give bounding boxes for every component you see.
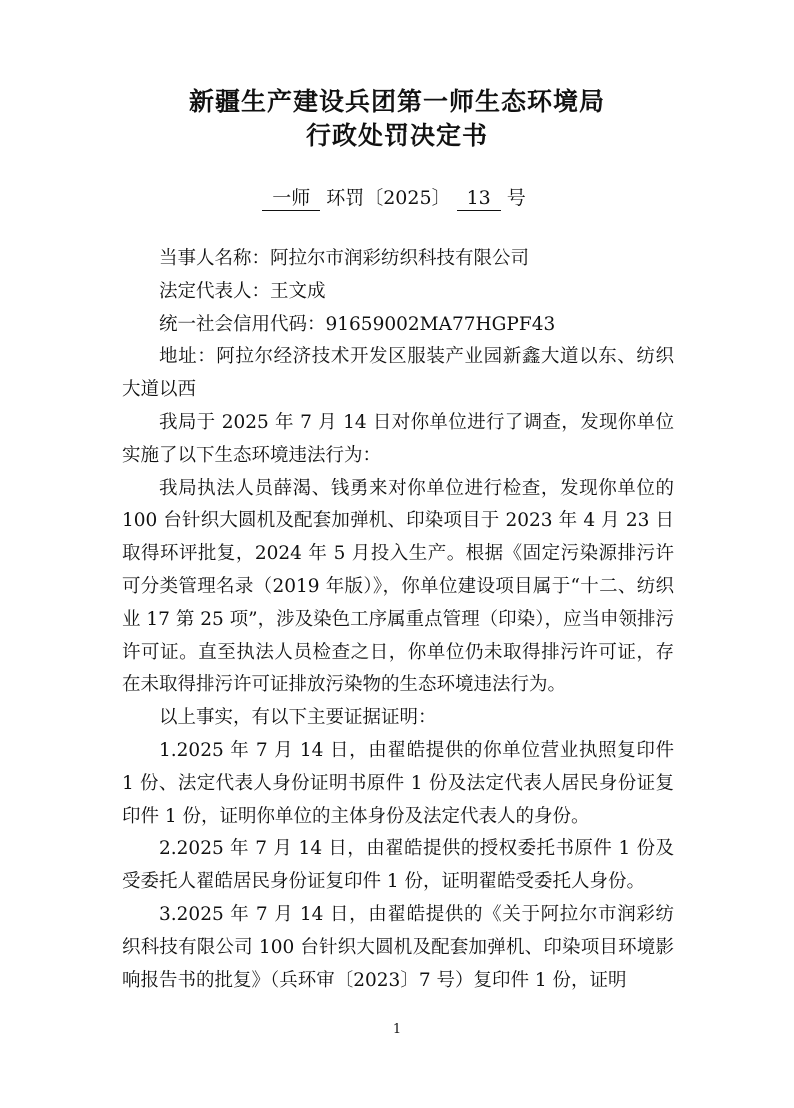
evidence-item-1: 1.2025 年 7 月 14 日，由翟皓提供的你单位营业执照复印件 1 份、法定代表人身份证明书原件 1 份及法定代表人居民身份证复印件 1 份，证明你单位的主体身份及法定代表人的身份。 — [122, 739, 674, 827]
doc-number-value: 13 — [457, 186, 501, 211]
document-title-line2: 行政处罚决定书 — [305, 121, 488, 150]
violation-facts-paragraph: 我局执法人员薛渴、钱勇来对你单位进行检查，发现你单位的 100 台针织大圆机及配套加弹机、印染项目于 2023 年 4 月 23 日取得环评批复，2024 年 5 月投入生产。根据《固定污染源排污许可分类管理名录（2019 年版）》，你单位建设项目属于“十二、纺织业 17 第 25 项”，涉及染色工序属重点管理（印染），应当申领排污许可证。直至执法人员检查之日，你单位仍未取得排污许可证，存在未取得排污许可证排放污染物的生态环境违法行为。 — [122, 477, 675, 696]
doc-number-suffix: 号 — [506, 187, 526, 209]
doc-number-org: 一师 — [262, 186, 320, 211]
document-title-line1: 新疆生产建设兵团第一师生态环境局 — [188, 87, 605, 116]
evidence-item-2: 2.2025 年 7 月 14 日，由翟皓提供的授权委托书原件 1 份及受委托人翟皓居民身份证复印件 1 份，证明翟皓受委托人身份。 — [122, 838, 674, 893]
legal-representative: 法定代表人：王文成 — [159, 280, 326, 302]
evidence-item-3: 3.2025 年 7 月 14 日，由翟皓提供的《关于阿拉尔市润彩纺织科技有限公司 100 台针织大圆机及配套加弹机、印染项目环境影响报告书的批复》（兵环审〔2023〕7 号）复印件 1 份，证明 — [122, 903, 674, 991]
document-number — [0, 183, 794, 211]
investigation-paragraph: 我局于 2025 年 7 月 14 日对你单位进行了调查，发现你单位实施了以下生态环境违法行为： — [122, 411, 674, 466]
doc-number-type: 环罚〔2025〕 — [326, 187, 451, 209]
document-body — [122, 243, 674, 997]
evidence-intro: 以上事实，有以下主要证据证明： — [159, 707, 437, 729]
address: 地址：阿拉尔经济技术开发区服装产业园新鑫大道以东、纺织大道以西 — [122, 346, 674, 401]
page-number: 1 — [392, 1022, 402, 1037]
party-name: 当事人名称：阿拉尔市润彩纺织科技有限公司 — [159, 248, 530, 269]
credit-code: 统一社会信用代码：91659002MA77HGPF43 — [159, 313, 556, 335]
